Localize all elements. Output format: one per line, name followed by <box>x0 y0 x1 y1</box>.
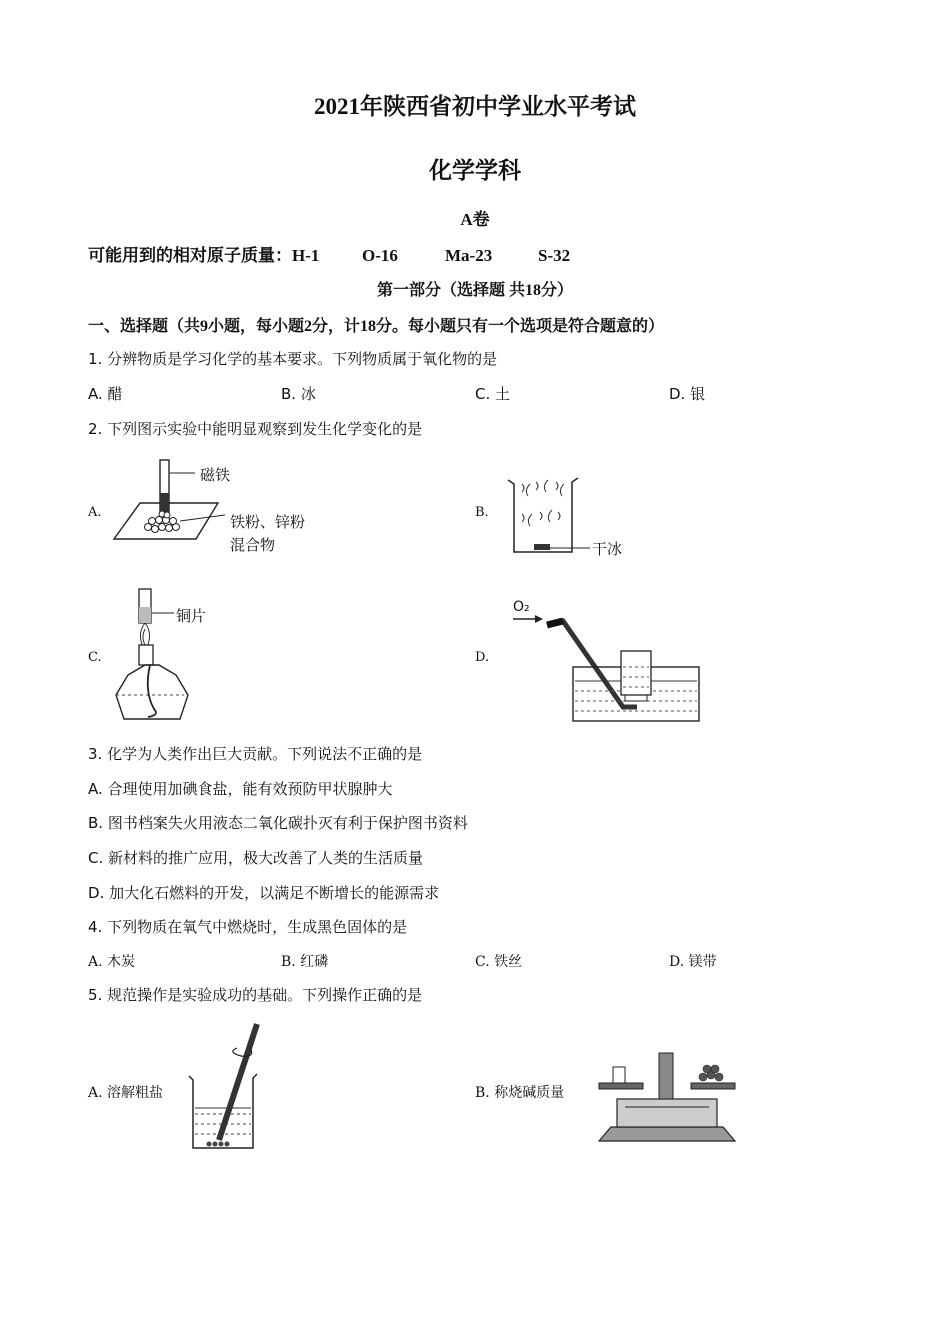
atomic-mass-na: Ma-23 <box>445 246 493 265</box>
q5-figure-b-balance <box>595 1045 740 1145</box>
q4-stem: 4. 下列物质在氧气中燃烧时，生成黑色固体的是 <box>88 918 408 936</box>
balance-pillar <box>659 1053 673 1099</box>
q2-fig-d-letter: D. <box>475 650 490 665</box>
paper-label: A卷 <box>460 210 490 229</box>
sublimation-vapor <box>522 480 564 526</box>
oxygen-label: O₂ <box>513 599 530 615</box>
balance-body <box>617 1099 717 1127</box>
q3-option-a: A. 合理使用加碘食盐，能有效预防甲状腺肿大 <box>88 780 393 798</box>
dry-ice-label: 干冰 <box>592 540 623 558</box>
q3-stem: 3. 化学为人类作出巨大贡献。下列说法不正确的是 <box>88 745 423 763</box>
gas-jar <box>621 651 651 695</box>
q3-option-c: C. 新材料的推广应用，极大改善了人类的生活质量 <box>88 849 424 867</box>
dry-ice-block <box>534 544 550 550</box>
q4-option-d: D. 镁带 <box>669 954 717 970</box>
alcohol-lamp <box>116 665 188 719</box>
rubber-tube <box>547 621 563 625</box>
q4-option-b: B. 红磷 <box>281 954 329 970</box>
crude-salt <box>207 1142 230 1147</box>
q1-option-a: A. 醋 <box>88 385 123 403</box>
q5-option-b: B. 称烧碱质量 <box>475 1085 565 1101</box>
q3-option-b: B. 图书档案失火用液态二氧化碳扑灭有利于保护图书资料 <box>88 814 468 832</box>
section-heading: 一、选择题（共9小题，每小题2分，计18分。每小题只有一个选项是符合题意的） <box>88 318 665 335</box>
copper-heated-part <box>139 607 151 623</box>
weight <box>613 1067 625 1083</box>
powder-pile <box>145 511 180 533</box>
q4-option-a: A. 木炭 <box>88 954 136 970</box>
lamp-wick <box>148 665 156 717</box>
atomic-mass-s: S-32 <box>538 246 571 265</box>
q2-figure-d-oxygen-collection <box>505 595 715 725</box>
q2-fig-a-letter: A. <box>88 505 102 520</box>
glass-rod <box>219 1024 257 1140</box>
right-pan <box>691 1083 735 1089</box>
q5-stem: 5. 规范操作是实验成功的基础。下列操作正确的是 <box>88 986 423 1004</box>
beaker <box>508 478 578 552</box>
q4-option-c: C. 铁丝 <box>475 954 523 970</box>
q2-figure-a-magnet <box>110 455 340 560</box>
jar-stand <box>625 695 647 701</box>
caustic-soda-sample <box>699 1065 723 1081</box>
q1-option-d: D. 银 <box>669 385 706 403</box>
q2-fig-b-letter: B. <box>475 505 489 520</box>
q2-figure-c-copper-heating <box>112 585 232 725</box>
q5-option-a: A. 溶解粗盐 <box>88 1085 164 1101</box>
q3-option-d: D. 加大化石燃料的开发，以满足不断增长的能源需求 <box>88 884 440 902</box>
q2-fig-c-letter: C. <box>88 650 102 665</box>
q1-option-b: B. 冰 <box>281 385 316 403</box>
powder-label-line1: 铁粉、锌粉 <box>230 513 306 531</box>
lamp-neck <box>139 645 153 665</box>
magnet-label: 磁铁 <box>200 466 231 484</box>
q1-stem: 1. 分辨物质是学习化学的基本要求。下列物质属于氧化物的是 <box>88 350 498 368</box>
q2-figure-b-dry-ice <box>500 472 650 564</box>
part-heading: 第一部分（选择题 共18分） <box>376 282 573 299</box>
powder-label-line2: 混合物 <box>230 536 276 554</box>
atomic-mass-o: O-16 <box>362 246 398 265</box>
atomic-masses <box>88 241 570 266</box>
atomic-label: 可能用到的相对原子质量： <box>88 246 292 265</box>
magnet-tip <box>160 493 169 512</box>
atomic-mass-h: H-1 <box>292 246 320 265</box>
flame <box>140 623 149 647</box>
q5-figure-a-dissolving <box>185 1018 275 1153</box>
subject-title: 化学学科 <box>429 158 521 183</box>
copper-label: 铜片 <box>176 607 207 625</box>
exam-title: 2021年陕西省初中学业水平考试 <box>314 94 636 119</box>
q2-stem: 2. 下列图示实验中能明显观察到发生化学变化的是 <box>88 420 423 438</box>
q1-option-c: C. 土 <box>475 385 511 403</box>
gas-arrow-head <box>535 615 543 623</box>
powder-pointer <box>180 515 225 521</box>
left-pan <box>599 1083 643 1089</box>
balance-base <box>599 1127 735 1141</box>
